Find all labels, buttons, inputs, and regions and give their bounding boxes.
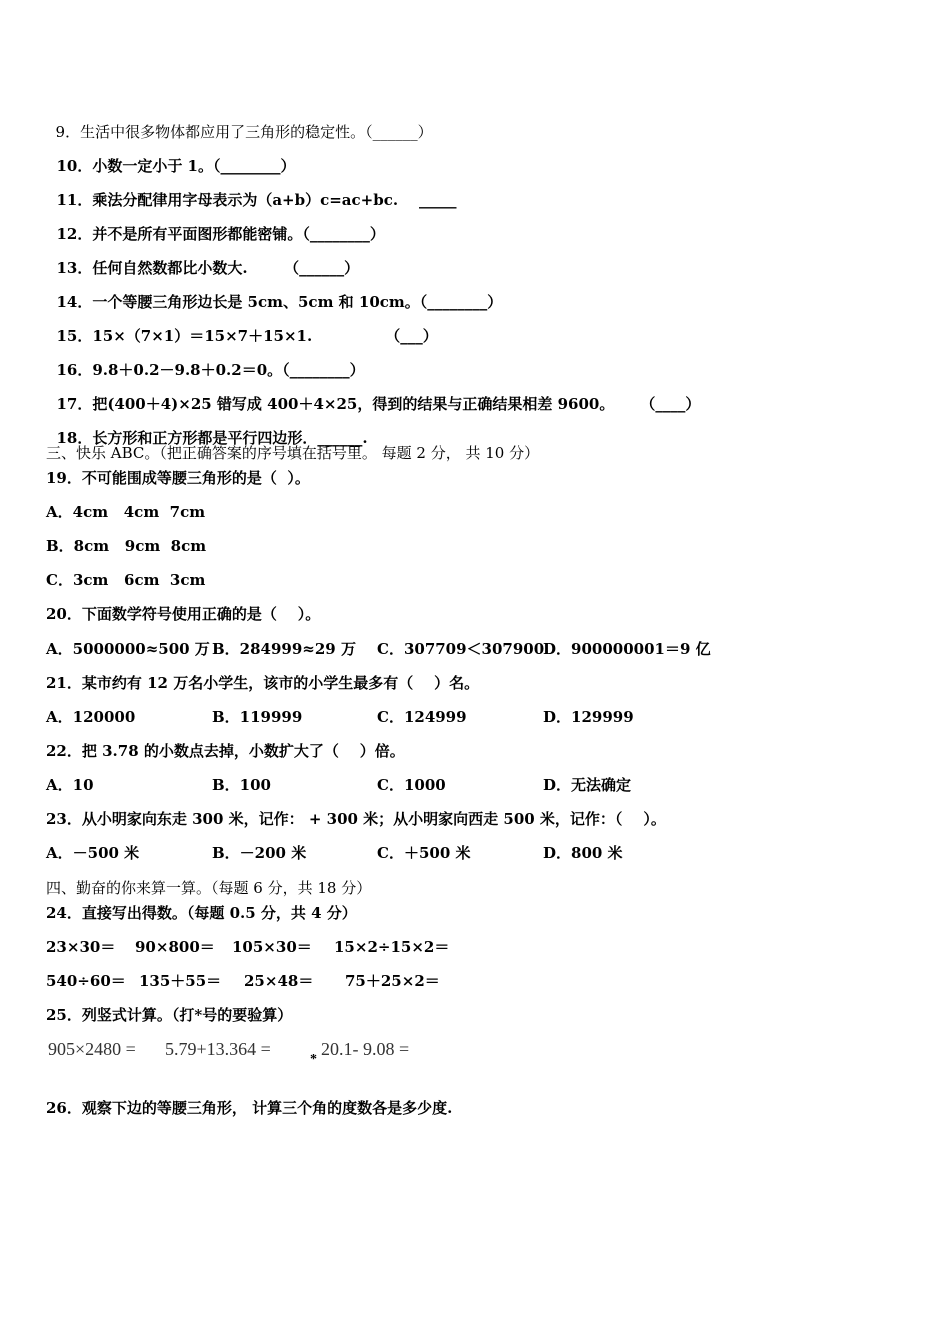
section-3-heading: 三、快乐 ABC。（把正确答案的序号填在括号里。 每题 2 分， 共 10 分） bbox=[46, 444, 540, 462]
question-23-option-d: D．800 米 bbox=[543, 844, 623, 862]
question-25-stem: 25．列竖式计算。（打*号的要验算） bbox=[46, 1006, 293, 1024]
question-22-stem: 22．把 3.78 的小数点去掉，小数扩大了（ ）倍。 bbox=[46, 742, 405, 760]
question-20-stem: 20．下面数学符号使用正确的是（ ）。 bbox=[46, 605, 321, 623]
question-20-option-a: A．5000000≈500 万 bbox=[46, 640, 210, 658]
question-number: 9． bbox=[55, 123, 81, 141]
question-number: 11． bbox=[56, 191, 93, 209]
question-21-stem: 21．某市约有 12 万名小学生，该市的小学生最多有（ ）名。 bbox=[46, 674, 480, 692]
question-number: 13． bbox=[56, 259, 93, 277]
question-22-option-a: A．10 bbox=[46, 776, 94, 794]
question-23-option-a: A．－500 米 bbox=[46, 844, 140, 862]
question-21-option-d: D．129999 bbox=[543, 708, 634, 726]
question-text: 生活中很多物体都应用了三角形的稳定性。（______） bbox=[80, 123, 433, 141]
question-text: 一个等腰三角形边长是 5cm、5cm 和 10cm。（________） bbox=[92, 293, 503, 311]
question-22-option-c: C．1000 bbox=[377, 776, 446, 794]
calc-item: 540÷60＝ bbox=[46, 972, 126, 990]
calc-item: 135＋55＝ bbox=[139, 972, 222, 990]
question-number: 17． bbox=[56, 395, 93, 413]
question-20-option-b: B．284999≈29 万 bbox=[212, 640, 356, 658]
calc-item: 25×48＝ bbox=[244, 972, 314, 990]
question-number: 15． bbox=[56, 327, 93, 345]
question-21-option-b: B．119999 bbox=[212, 708, 303, 726]
question-26-stem: 26．观察下边的等腰三角形， 计算三个角的度数各是多少度. bbox=[46, 1099, 453, 1117]
question-text: 长方形和正方形都是平行四边形．______. bbox=[92, 429, 368, 447]
question-number: 16． bbox=[56, 361, 93, 379]
question-text: 把(400＋4)×25 错写成 400＋4×25，得到的结果与正确结果相差 9600。 （____） bbox=[92, 395, 701, 413]
question-23-stem: 23．从小明家向东走 300 米，记作： + 300 米；从小明家向西走 500 米，记作：（ ）。 bbox=[46, 810, 666, 828]
section-4-heading: 四、勤奋的你来算一算。（每题 6 分，共 18 分） bbox=[46, 879, 372, 897]
calc-item: 90×800＝ bbox=[135, 938, 215, 956]
question-text: 并不是所有平面图形都能密铺。（________） bbox=[92, 225, 385, 243]
question-20-option-d: D．900000001＝9 亿 bbox=[543, 640, 711, 658]
question-number: 12． bbox=[56, 225, 93, 243]
question-text: 15×（7×1）＝15×7＋15×1. （___） bbox=[92, 327, 438, 345]
vertical-calc-item: 905×2480 = bbox=[48, 1039, 136, 1059]
question-number: 14． bbox=[56, 293, 93, 311]
question-number: 18． bbox=[56, 429, 93, 447]
vertical-calc-item: 5.79+13.364 = bbox=[165, 1039, 271, 1059]
question-21-option-c: C．124999 bbox=[377, 708, 467, 726]
question-18 bbox=[46, 408, 368, 448]
calc-item: 15×2÷15×2＝ bbox=[334, 938, 450, 956]
question-text: 任何自然数都比小数大. （______） bbox=[92, 259, 360, 277]
question-19-option-c: C．3cm 6cm 3cm bbox=[46, 571, 206, 589]
question-text: 9.8＋0.2－9.8＋0.2＝0。（________） bbox=[92, 361, 365, 379]
question-19-stem: 19．不可能围成等腰三角形的是（ ）。 bbox=[46, 469, 310, 487]
question-23-option-c: C．＋500 米 bbox=[377, 844, 471, 862]
calc-item: 105×30＝ bbox=[232, 938, 312, 956]
question-19-option-a: A．4cm 4cm 7cm bbox=[46, 503, 206, 521]
question-text: 小数一定小于 1。（________） bbox=[92, 157, 296, 175]
question-20-option-c: C．307709＜307900 bbox=[377, 640, 545, 658]
question-number: 10． bbox=[56, 157, 93, 175]
verify-star-mark: * bbox=[310, 1052, 317, 1067]
question-21-option-a: A．120000 bbox=[46, 708, 136, 726]
question-19-option-b: B．8cm 9cm 8cm bbox=[46, 537, 207, 555]
calc-item: 75＋25×2＝ bbox=[345, 972, 440, 990]
question-22-option-d: D．无法确定 bbox=[543, 776, 632, 794]
calc-item: 23×30＝ bbox=[46, 938, 116, 956]
question-22-option-b: B．100 bbox=[212, 776, 271, 794]
question-24-stem: 24．直接写出得数。（每题 0.5 分，共 4 分） bbox=[46, 904, 357, 922]
question-23-option-b: B．－200 米 bbox=[212, 844, 307, 862]
question-text: 乘法分配律用字母表示为（a+b）c=ac+bc. _____ bbox=[92, 191, 457, 209]
vertical-calc-item: 20.1- 9.08 = bbox=[321, 1039, 410, 1059]
